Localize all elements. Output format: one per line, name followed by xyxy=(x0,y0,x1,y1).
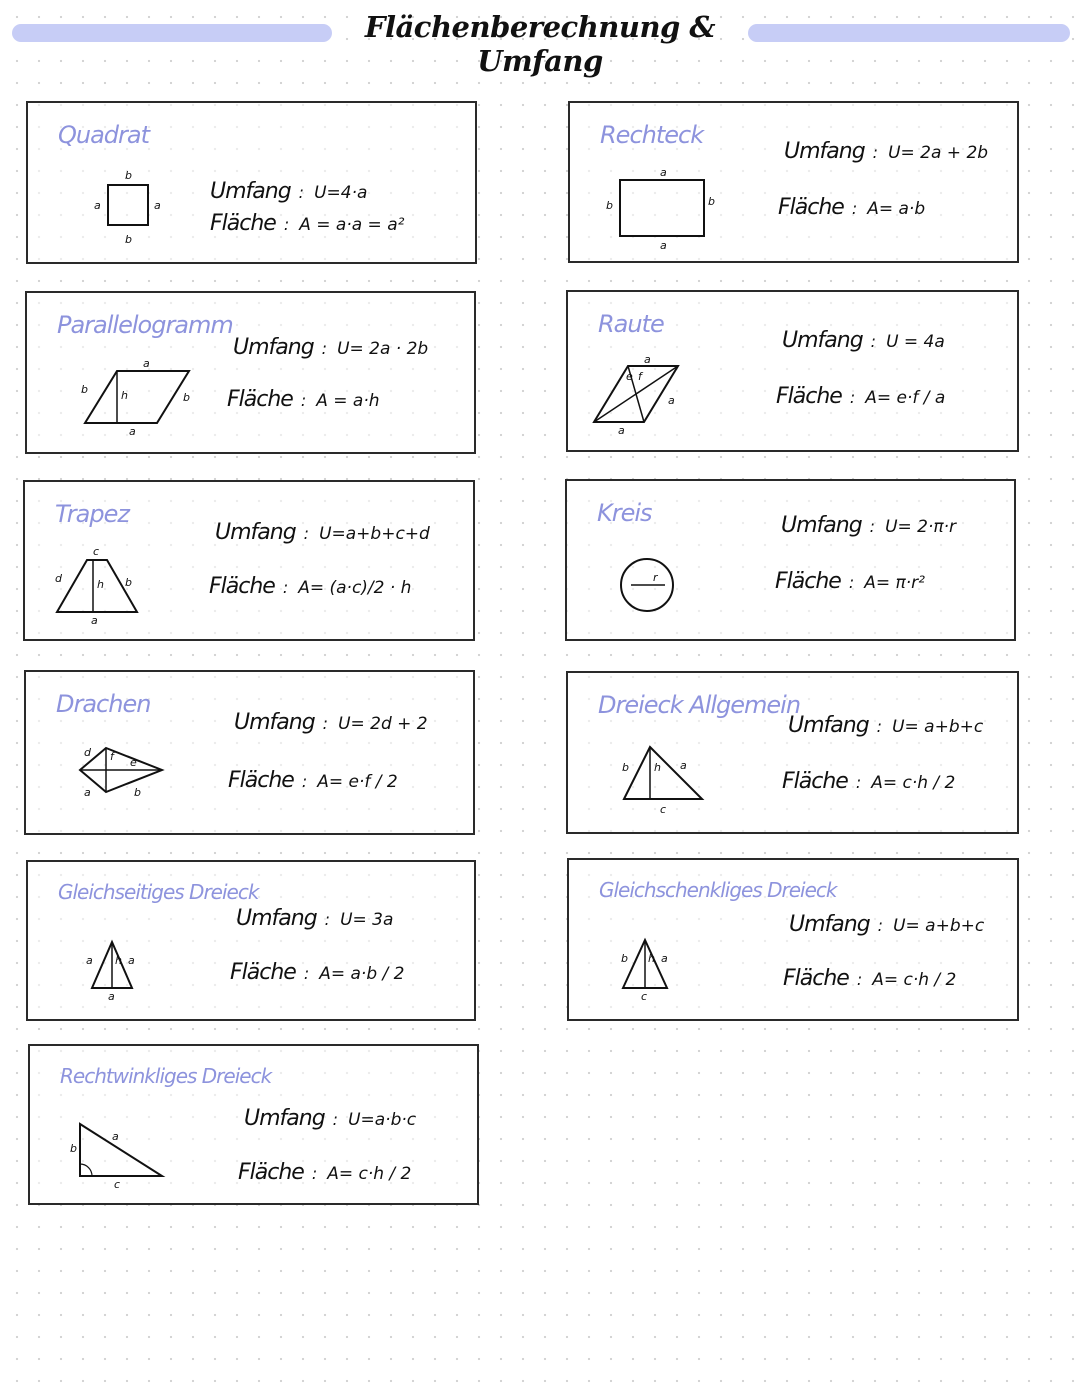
card-title: Raute xyxy=(598,310,664,338)
card-rechtwinkliges-dreieck xyxy=(28,1044,479,1205)
side-label-upper-left: d xyxy=(84,746,91,759)
area-formula: Fläche : A= a·b xyxy=(778,195,926,220)
perimeter-label: Umfang xyxy=(234,710,315,735)
figure-rhombus xyxy=(586,354,686,438)
perimeter-label: Umfang xyxy=(788,713,869,738)
card-title: Drachen xyxy=(56,690,151,718)
perimeter-formula: Umfang : U = 4a xyxy=(782,328,945,353)
highlighter-bar-right xyxy=(748,24,1070,42)
area-formula: Fläche : A= a·b / 2 xyxy=(230,960,405,985)
card-title: Trapez xyxy=(55,500,129,528)
perimeter-label: Umfang xyxy=(210,179,291,204)
perimeter-value: U= a+b+c xyxy=(893,916,985,936)
area-label: Fläche xyxy=(778,195,844,220)
card-drachen xyxy=(24,670,475,835)
card-title: Rechtwinkliges Dreieck xyxy=(60,1064,272,1088)
perimeter-formula: Umfang : U= 2d + 2 xyxy=(234,710,428,735)
figure-square xyxy=(78,165,178,255)
side-label-right: a xyxy=(661,952,668,965)
card-rechteck xyxy=(568,101,1019,263)
area-formula: Fläche : A= c·h / 2 xyxy=(782,769,956,794)
area-formula: Fläche : A= π·r² xyxy=(775,569,925,594)
perimeter-formula: Umfang : U= 2a + 2b xyxy=(784,139,989,164)
side-label-bottom: c xyxy=(114,1178,121,1191)
side-label-right: a xyxy=(128,954,135,967)
height-label: h xyxy=(97,578,104,591)
area-formula: Fläche : A= c·h / 2 xyxy=(238,1160,412,1185)
side-label-right: b xyxy=(183,391,190,404)
area-formula: Fläche : A= e·f / 2 xyxy=(228,768,398,793)
side-label-bottom: b xyxy=(125,233,132,246)
side-label-bottom: c xyxy=(641,990,648,1003)
perimeter-label: Umfang xyxy=(215,520,296,545)
area-label: Fläche xyxy=(776,384,842,409)
card-gleichschenkliges-dreieck xyxy=(567,858,1019,1021)
side-label-top: b xyxy=(125,169,132,182)
perimeter-value: U= 2a + 2b xyxy=(888,143,989,163)
height-label: h xyxy=(654,761,661,774)
side-label-bottom: a xyxy=(91,614,98,626)
area-value: A= e·f / a xyxy=(865,388,946,408)
perimeter-label: Umfang xyxy=(782,328,863,353)
height-label: h xyxy=(648,952,655,965)
area-value: A= a·b / 2 xyxy=(319,964,405,984)
side-label-top: c xyxy=(93,546,100,558)
area-value: A= π·r² xyxy=(864,573,925,593)
card-title: Gleichseitiges Dreieck xyxy=(58,880,259,904)
side-label-right: b xyxy=(125,576,132,589)
card-parallelogramm xyxy=(25,291,476,454)
area-formula: Fläche : A = a·h xyxy=(227,387,380,412)
card-title: Gleichschenkliges Dreieck xyxy=(599,878,837,902)
area-formula: Fläche : A= c·h / 2 xyxy=(783,966,957,991)
area-label: Fläche xyxy=(230,960,296,985)
perimeter-formula: Umfang : U= 2a · 2b xyxy=(233,335,429,360)
perimeter-value: U= 3a xyxy=(340,910,394,930)
card-kreis xyxy=(565,479,1016,641)
area-label: Fläche xyxy=(228,768,294,793)
side-label-right: a xyxy=(680,759,687,772)
figure-triangle-isosceles xyxy=(615,932,685,1004)
card-dreieck-allgemein xyxy=(566,671,1019,834)
card-title: Rechteck xyxy=(600,121,704,149)
side-label-left: b xyxy=(70,1142,77,1155)
area-label: Fläche xyxy=(210,211,276,236)
perimeter-value: U=a·b·c xyxy=(348,1110,417,1130)
figure-parallelogram xyxy=(75,357,205,437)
side-label-left: a xyxy=(94,199,101,212)
area-label: Fläche xyxy=(775,569,841,594)
side-label-bottom: a xyxy=(129,425,136,437)
side-label-left: d xyxy=(55,572,62,585)
figure-rectangle xyxy=(600,165,730,255)
area-value: A= (a·c)/2 · h xyxy=(298,578,412,598)
card-quadrat xyxy=(26,101,477,264)
side-label-left: b xyxy=(606,199,613,212)
height-label: h xyxy=(121,389,128,402)
side-label-hypotenuse: a xyxy=(112,1130,119,1143)
side-label-left: b xyxy=(622,761,629,774)
side-label-left: a xyxy=(86,954,93,967)
area-value: A= e·f / 2 xyxy=(317,772,398,792)
card-title: Quadrat xyxy=(58,121,150,149)
area-value: A= c·h / 2 xyxy=(872,970,957,990)
perimeter-label: Umfang xyxy=(236,906,317,931)
figure-trapezoid xyxy=(47,546,147,626)
perimeter-value: U=4·a xyxy=(314,183,368,203)
page-title: Flächenberechnung & Umfang xyxy=(364,10,716,78)
perimeter-formula: Umfang : U= a+b+c xyxy=(789,912,985,937)
figure-triangle-general xyxy=(612,739,712,819)
diag-label-f: f xyxy=(638,370,642,383)
diag-label-e: e xyxy=(130,756,137,769)
area-label: Fläche xyxy=(782,769,848,794)
area-value: A = a·h xyxy=(316,391,380,411)
side-label-left: b xyxy=(621,952,628,965)
side-label-bottom: a xyxy=(660,239,667,252)
figure-triangle-right xyxy=(66,1116,176,1196)
side-label-right: a xyxy=(154,199,161,212)
area-label: Fläche xyxy=(227,387,293,412)
area-formula: Fläche : A= (a·c)/2 · h xyxy=(209,574,412,599)
highlighter-bar-left xyxy=(12,24,332,42)
side-label-top: a xyxy=(660,166,667,179)
side-label-bottom: a xyxy=(108,990,115,1003)
diag-label-f: f xyxy=(110,750,114,763)
perimeter-formula: Umfang : U=4·a xyxy=(210,179,368,204)
card-title: Kreis xyxy=(597,499,652,527)
perimeter-formula: Umfang : U= a+b+c xyxy=(788,713,984,738)
diag-label-e: e xyxy=(626,370,633,383)
perimeter-formula: Umfang : U= 2·π·r xyxy=(781,513,957,538)
perimeter-label: Umfang xyxy=(781,513,862,538)
perimeter-label: Umfang xyxy=(244,1106,325,1131)
perimeter-formula: Umfang : U=a·b·c xyxy=(244,1106,417,1131)
perimeter-formula: Umfang : U=a+b+c+d xyxy=(215,520,430,545)
perimeter-value: U= a+b+c xyxy=(892,717,984,737)
perimeter-label: Umfang xyxy=(233,335,314,360)
radius-label: r xyxy=(653,571,658,584)
side-label-lower-left: a xyxy=(84,786,91,799)
figure-triangle-equilateral xyxy=(82,934,152,1004)
perimeter-value: U=a+b+c+d xyxy=(319,524,430,544)
side-label-top: a xyxy=(644,354,651,366)
area-value: A = a·a = a² xyxy=(299,215,405,235)
figure-kite xyxy=(72,738,172,808)
perimeter-value: U= 2·π·r xyxy=(885,517,957,537)
card-trapez xyxy=(23,480,475,641)
card-gleichseitiges-dreieck xyxy=(26,860,476,1021)
perimeter-label: Umfang xyxy=(789,912,870,937)
side-label-bottom: a xyxy=(618,424,625,437)
height-label: h xyxy=(115,954,122,967)
card-title: Dreieck Allgemein xyxy=(598,691,801,719)
area-label: Fläche xyxy=(238,1160,304,1185)
area-value: A= a·b xyxy=(867,199,926,219)
perimeter-value: U= 2a · 2b xyxy=(337,339,429,359)
side-label-top: a xyxy=(143,357,150,370)
side-label-left: b xyxy=(81,383,88,396)
area-value: A= c·h / 2 xyxy=(327,1164,412,1184)
area-formula: Fläche : A = a·a = a² xyxy=(210,211,405,236)
side-label-right: a xyxy=(668,394,675,407)
area-label: Fläche xyxy=(783,966,849,991)
side-label-right: b xyxy=(708,195,715,208)
figure-circle xyxy=(613,551,683,621)
perimeter-label: Umfang xyxy=(784,139,865,164)
perimeter-value: U= 2d + 2 xyxy=(338,714,428,734)
card-title: Parallelogramm xyxy=(57,311,233,339)
area-value: A= c·h / 2 xyxy=(871,773,956,793)
side-label-bottom: c xyxy=(660,803,667,816)
card-raute xyxy=(566,290,1019,452)
area-label: Fläche xyxy=(209,574,275,599)
area-formula: Fläche : A= e·f / a xyxy=(776,384,946,409)
side-label-lower-right: b xyxy=(134,786,141,799)
perimeter-value: U = 4a xyxy=(886,332,945,352)
perimeter-formula: Umfang : U= 3a xyxy=(236,906,394,931)
